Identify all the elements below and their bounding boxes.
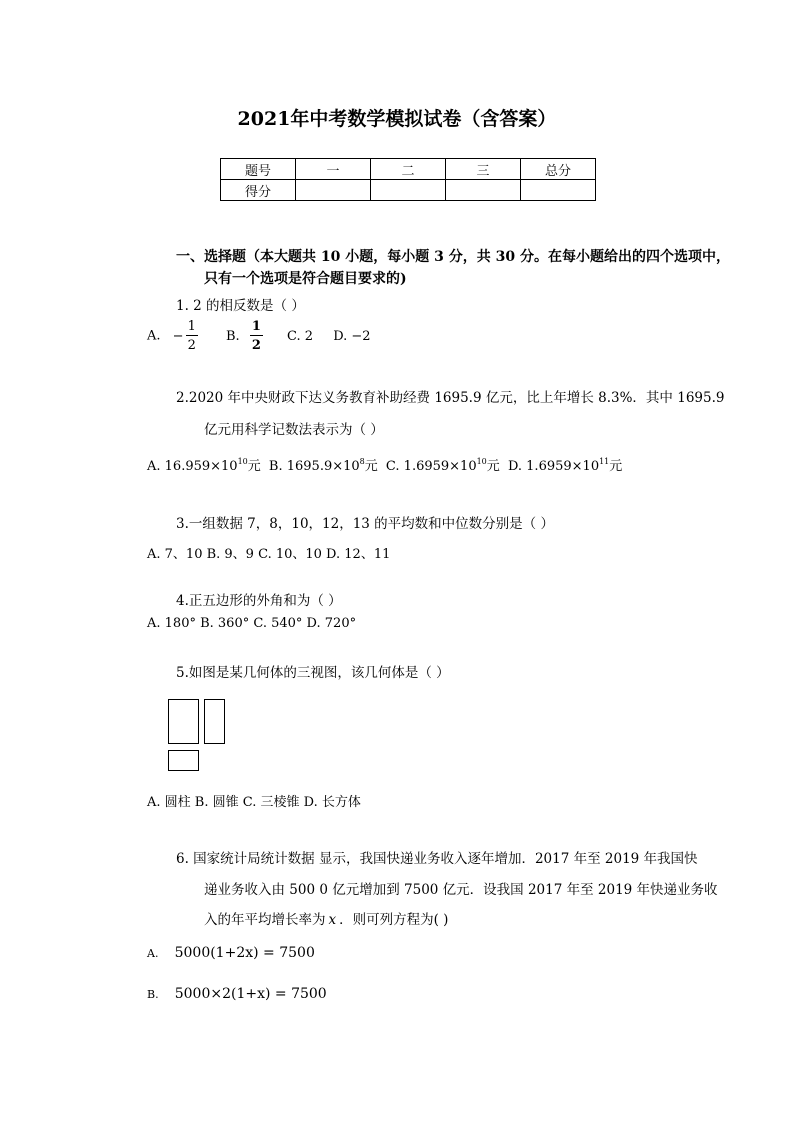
page-title: 2021年中考数学模拟试卷（含答案） (237, 108, 557, 130)
section-heading-line2: 只有一个选项是符合题目要求的) (204, 271, 407, 287)
q2-option-c-unit: 元 (486, 459, 500, 474)
score-table-cell: 二 (371, 159, 446, 180)
q2-option-a-unit: 元 (247, 459, 261, 474)
front-view-rectangle (168, 699, 199, 744)
q4-options: A. 180° B. 360° C. 540° D. 720° (147, 616, 357, 631)
q2-option-a-exponent: 10 (237, 457, 248, 466)
q2-stem-line1: 2.2020 年中央财政下达义务教育补助经费 1695.9 亿元，比上年增长 8.3%．其中 1695.9 (176, 390, 725, 406)
side-view-rectangle (204, 699, 225, 744)
q6-variable-x: x (328, 912, 337, 928)
q1-option-c: C. 2 (287, 328, 314, 344)
top-view-rectangle (168, 750, 199, 771)
q6-stem-line3-post: ．则可列方程为( ) (339, 912, 449, 928)
q1-option-b-fraction (250, 320, 263, 352)
q2-option-b-exponent: 8 (359, 457, 365, 466)
q1-options (147, 320, 371, 352)
q1-option-a-fraction (186, 320, 198, 352)
q2-option-a-base: A. 16.959×10 (147, 459, 238, 474)
q2-option-c (386, 459, 500, 474)
q6-option-b-label: B. (147, 988, 159, 1001)
score-table-cell: 总分 (521, 159, 596, 180)
q4-stem: 4.正五边形的外角和为（ ） (176, 593, 342, 609)
q5-options: A. 圆柱 B. 圆锥 C. 三棱锥 D. 长方体 (147, 795, 361, 810)
q2-option-d-base: D. 1.6959×10 (507, 459, 600, 474)
score-input-cell[interactable] (371, 180, 446, 201)
score-input-cell[interactable] (296, 180, 371, 201)
q6-option-a-label: A. (147, 947, 159, 960)
score-table-cell: 一 (296, 159, 371, 180)
q2-option-d (508, 459, 622, 474)
q1-option-b-label: B. (226, 328, 240, 344)
fraction-numerator: 1 (251, 319, 261, 334)
fraction-denominator: 2 (187, 338, 196, 353)
score-table-header-row (221, 159, 596, 180)
fraction-denominator: 2 (251, 338, 261, 353)
q1-option-d: D. −2 (333, 328, 371, 344)
q2-option-b-base: B. 1695.9×10 (268, 459, 360, 474)
q6-stem-line1: 6. 国家统计局统计数据 显示，我国快递业务收入逐年增加．2017 年至 2019 年我国快 (176, 851, 698, 867)
score-table-row-label: 得分 (221, 180, 296, 201)
fraction-numerator: 1 (187, 319, 196, 334)
q6-option-b-expression: 5000×2(1+x) = 7500 (174, 986, 327, 1002)
score-input-cell[interactable] (446, 180, 521, 201)
q2-stem-line2: 亿元用科学记数法表示为（ ） (204, 422, 384, 438)
score-table-cell: 三 (446, 159, 521, 180)
q6-stem-line3-pre: 入的年平均增长率为 (204, 912, 326, 928)
q6-stem-line2: 递业务收入由 500 0 亿元增加到 7500 亿元．设我国 2017 年至 2019 年快递业务收 (204, 882, 718, 898)
q1-stem: 1. 2 的相反数是（ ） (176, 298, 305, 314)
score-table-score-row (221, 180, 596, 201)
q2-options (147, 455, 622, 474)
q6-option-b (147, 986, 327, 1002)
q1-option-a-sign: − (172, 328, 184, 344)
q2-option-c-exponent: 10 (476, 457, 487, 466)
q1-option-a-label: A. (147, 328, 161, 344)
q2-option-b (269, 459, 378, 474)
q6-option-a-expression: 5000(1+2x) = 7500 (174, 945, 315, 961)
q2-option-c-base: C. 1.6959×10 (385, 459, 477, 474)
q3-options: A. 7、10 B. 9、9 C. 10、10 D. 12、11 (147, 547, 391, 562)
q2-option-a (147, 459, 261, 474)
section-heading-line1: 一、选择题（本大题共 10 小题，每小题 3 分，共 30 分。在每小题给出的四个选项中， (176, 249, 730, 265)
score-table (220, 158, 596, 201)
score-input-cell[interactable] (521, 180, 596, 201)
q6-option-a (147, 945, 315, 961)
q3-stem: 3.一组数据 7，8，10，12，13 的平均数和中位数分别是（ ） (176, 516, 554, 532)
q2-option-d-unit: 元 (609, 459, 623, 474)
q2-option-d-exponent: 11 (599, 457, 610, 466)
score-table-cell: 题号 (221, 159, 296, 180)
q6-stem-line3 (204, 908, 448, 928)
q2-option-b-unit: 元 (364, 459, 378, 474)
q5-stem: 5.如图是某几何体的三视图，该几何体是（ ） (176, 665, 450, 681)
